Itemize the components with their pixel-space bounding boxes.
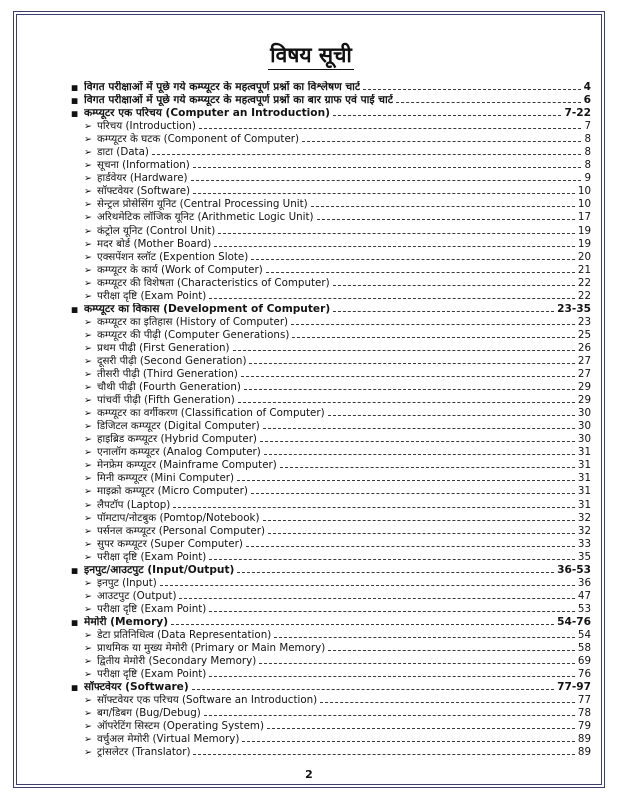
toc-entry-page-number: 78 bbox=[577, 707, 591, 720]
toc-entry bbox=[71, 303, 591, 316]
toc-entry-page-number: 8 bbox=[584, 159, 591, 172]
arrow-bullet-icon: ➢ bbox=[84, 342, 92, 354]
dotted-leader bbox=[171, 617, 554, 625]
arrow-bullet-icon: ➢ bbox=[84, 329, 92, 341]
toc-entry-label: परीक्षा दृष्टि (Exam Point) bbox=[97, 550, 207, 563]
dotted-leader bbox=[192, 683, 554, 691]
dotted-leader bbox=[396, 95, 581, 103]
toc-entry-page-number: 89 bbox=[577, 746, 591, 759]
toc-entry-page-number: 30 bbox=[577, 433, 591, 446]
toc-entry-page-number: 31 bbox=[577, 459, 591, 472]
dotted-leader bbox=[214, 239, 575, 246]
toc-entry-label: माइक्रो कम्प्यूटर (Micro Computer) bbox=[97, 485, 248, 498]
toc-entry bbox=[71, 368, 591, 381]
dotted-leader bbox=[193, 748, 574, 755]
arrow-bullet-icon: ➢ bbox=[84, 408, 92, 420]
toc-entry bbox=[71, 316, 591, 329]
arrow-bullet-icon: ➢ bbox=[84, 551, 92, 563]
toc-entry-label: तीसरी पीढ़ी (Third Generation) bbox=[97, 368, 238, 381]
dotted-leader bbox=[266, 265, 575, 272]
toc-entry bbox=[71, 381, 591, 394]
dotted-leader bbox=[249, 357, 574, 364]
toc-entry bbox=[71, 433, 591, 446]
toc-entry-label: अरिथमेटिक लॉजिक यूनिट (Arithmetic Logic Unit) bbox=[97, 211, 314, 224]
toc-entry-page-number: 8 bbox=[584, 133, 591, 146]
toc-entry-label: परीक्षा दृष्टि (Exam Point) bbox=[97, 668, 207, 681]
toc-entry bbox=[71, 629, 591, 642]
arrow-bullet-icon: ➢ bbox=[84, 460, 92, 472]
toc-entry-label: पर्सनल कम्प्यूटर (Personal Computer) bbox=[97, 524, 265, 537]
dotted-leader bbox=[160, 578, 575, 585]
toc-entry-label: विगत परीक्षाओं में पूछे गये कम्प्यूटर के महत्वपूर्ण प्रश्नों का बार ग्राफ एवं पाई चार्ट bbox=[84, 94, 394, 107]
toc-entry-label: पांचवीं पीढ़ी (Fifth Generation) bbox=[97, 394, 235, 407]
toc-entry-page-number: 23-35 bbox=[557, 302, 591, 315]
toc-entry-page-number: 29 bbox=[577, 394, 591, 407]
toc-entry-page-number: 89 bbox=[577, 733, 591, 746]
dotted-leader bbox=[193, 161, 582, 168]
toc-entry bbox=[71, 355, 591, 368]
toc-entry bbox=[71, 446, 591, 459]
toc-entry-label: डिजिटल कम्प्यूटर (Digital Computer) bbox=[97, 420, 260, 433]
toc-entry-label: कम्प्यूटर के कार्य (Work of Computer) bbox=[97, 263, 263, 276]
toc-entry bbox=[71, 211, 591, 224]
toc-entry-label: द्वितीय मेमोरी (Secondary Memory) bbox=[97, 655, 257, 668]
dotted-leader bbox=[292, 331, 575, 338]
toc-entry bbox=[71, 746, 591, 759]
toc-entry-label: मेमोरी (Memory) bbox=[84, 615, 169, 628]
toc-entry bbox=[71, 185, 591, 198]
toc-entry bbox=[71, 577, 591, 590]
dotted-leader bbox=[333, 109, 562, 117]
arrow-bullet-icon: ➢ bbox=[84, 251, 92, 263]
toc-entry-page-number: 76 bbox=[577, 668, 591, 681]
dotted-leader bbox=[268, 526, 575, 533]
toc-entry-label: एनालॉग कम्प्यूटर (Analog Computer) bbox=[97, 446, 261, 459]
toc-entry bbox=[71, 394, 591, 407]
dotted-leader bbox=[259, 657, 575, 664]
dotted-leader bbox=[260, 435, 575, 442]
toc-entry bbox=[71, 681, 591, 694]
toc-entry-label: कम्प्यूटर एक परिचय (Computer an Introduction) bbox=[84, 107, 330, 120]
dotted-leader bbox=[246, 539, 575, 546]
dotted-leader bbox=[302, 135, 581, 142]
toc-entry bbox=[71, 329, 591, 342]
arrow-bullet-icon: ➢ bbox=[84, 734, 92, 746]
dotted-leader bbox=[237, 474, 575, 481]
toc-entry-page-number: 19 bbox=[577, 224, 591, 237]
arrow-bullet-icon: ➢ bbox=[84, 708, 92, 720]
toc-entry-page-number: 17 bbox=[577, 211, 591, 224]
toc-entry-label: कम्प्यूटर के घटक (Component of Computer) bbox=[97, 133, 300, 146]
dotted-leader bbox=[317, 213, 575, 220]
page-title-text: विषय सूची bbox=[268, 43, 354, 70]
toc-entry-label: प्रथम पीढ़ी (First Generation) bbox=[97, 341, 230, 354]
toc-entry-label: परीक्षा दृष्टि (Exam Point) bbox=[97, 289, 207, 302]
toc-entry-label: मदर बोर्ड (Mother Board) bbox=[97, 237, 212, 250]
toc-entry bbox=[71, 707, 591, 720]
arrow-bullet-icon: ➢ bbox=[84, 747, 92, 759]
page-title bbox=[29, 41, 593, 69]
toc-entry-label: लैपटॉप (Laptop) bbox=[97, 498, 171, 511]
arrow-bullet-icon: ➢ bbox=[84, 382, 92, 394]
arrow-bullet-icon: ➢ bbox=[84, 316, 92, 328]
arrow-bullet-icon: ➢ bbox=[84, 199, 92, 211]
toc-entry-page-number: 7-22 bbox=[564, 107, 591, 120]
arrow-bullet-icon: ➢ bbox=[84, 577, 92, 589]
dotted-leader bbox=[320, 696, 575, 703]
toc-entry-page-number: 31 bbox=[577, 498, 591, 511]
arrow-bullet-icon: ➢ bbox=[84, 290, 92, 302]
dotted-leader bbox=[311, 200, 575, 207]
toc-entry-page-number: 10 bbox=[577, 185, 591, 198]
toc-entry-label: चौथी पीढ़ी (Fourth Generation) bbox=[97, 381, 241, 394]
toc-entry-label: इनपुट (Input) bbox=[97, 576, 157, 589]
toc-entry-page-number: 6 bbox=[583, 94, 591, 107]
toc-entry-label: सॉफ्टवेयर (Software) bbox=[97, 185, 191, 198]
dotted-leader bbox=[209, 670, 575, 677]
toc-entry-page-number: 69 bbox=[577, 655, 591, 668]
dotted-leader bbox=[218, 226, 575, 233]
dotted-leader bbox=[251, 487, 575, 494]
toc-entry-page-number: 54 bbox=[577, 628, 591, 641]
dotted-leader bbox=[241, 370, 575, 377]
arrow-bullet-icon: ➢ bbox=[84, 277, 92, 289]
toc-entry bbox=[71, 733, 591, 746]
toc-entry-page-number: 10 bbox=[577, 198, 591, 211]
toc-entry bbox=[71, 133, 591, 146]
dotted-leader bbox=[193, 187, 575, 194]
toc-entry bbox=[71, 198, 591, 211]
toc-entry-label: सॉफ्टवेयर (Software) bbox=[84, 681, 189, 694]
dotted-leader bbox=[263, 513, 575, 520]
toc-entry bbox=[71, 420, 591, 433]
toc-entry-label: कम्प्यूटर का वर्गीकरण (Classification of Computer) bbox=[97, 407, 325, 420]
toc-entry-page-number: 77 bbox=[577, 694, 591, 707]
dotted-leader bbox=[244, 383, 575, 390]
toc-entry bbox=[71, 590, 591, 603]
dotted-leader bbox=[251, 252, 575, 259]
toc-entry-label: बग/डिबग (Bug/Debug) bbox=[97, 707, 201, 720]
toc-entry bbox=[71, 485, 591, 498]
toc-entry-label: डाटा (Data) bbox=[97, 146, 149, 159]
arrow-bullet-icon: ➢ bbox=[84, 538, 92, 550]
toc-entry-label: विगत परीक्षाओं में पूछे गये कम्प्यूटर के महत्वपूर्ण प्रश्नों का विश्लेषण चार्ट bbox=[84, 81, 361, 93]
toc-entry-page-number: 4 bbox=[583, 81, 591, 93]
toc-entry bbox=[71, 407, 591, 420]
arrow-bullet-icon: ➢ bbox=[84, 355, 92, 367]
toc-entry-page-number: 23 bbox=[577, 315, 591, 328]
arrow-bullet-icon: ➢ bbox=[84, 186, 92, 198]
toc-entry bbox=[71, 290, 591, 303]
dotted-leader bbox=[209, 605, 575, 612]
toc-entry-page-number: 77-97 bbox=[557, 681, 591, 694]
toc-entry-label: पॉमटाप/नोटबुक (Pomtop/Notebook) bbox=[97, 511, 260, 524]
toc-entry bbox=[71, 499, 591, 512]
dotted-leader bbox=[267, 722, 575, 729]
arrow-bullet-icon: ➢ bbox=[84, 669, 92, 681]
square-bullet-icon: ■ bbox=[71, 617, 79, 627]
toc-entry-page-number: 19 bbox=[577, 237, 591, 250]
arrow-bullet-icon: ➢ bbox=[84, 603, 92, 615]
toc-entry-page-number: 33 bbox=[577, 537, 591, 550]
arrow-bullet-icon: ➢ bbox=[84, 225, 92, 237]
toc-entry bbox=[71, 472, 591, 485]
toc-entry bbox=[71, 107, 591, 120]
toc-entry-label: कम्प्यूटर की विशेषता (Characteristics of Computer) bbox=[97, 276, 330, 289]
toc-entry-page-number: 9 bbox=[584, 172, 591, 185]
toc-entry bbox=[71, 459, 591, 472]
footer-page-number: 2 bbox=[305, 768, 313, 781]
dotted-leader bbox=[237, 565, 554, 573]
toc-entry-page-number: 30 bbox=[577, 420, 591, 433]
dotted-leader bbox=[274, 631, 575, 638]
square-bullet-icon: ■ bbox=[71, 109, 79, 119]
toc-entry-page-number: 36 bbox=[577, 576, 591, 589]
arrow-bullet-icon: ➢ bbox=[84, 695, 92, 707]
toc-entry-page-number: 27 bbox=[577, 354, 591, 367]
toc-entry-page-number: 20 bbox=[577, 250, 591, 263]
toc-entry bbox=[71, 146, 591, 159]
toc-entry bbox=[71, 225, 591, 238]
toc-entry-page-number: 27 bbox=[577, 368, 591, 381]
toc-entry bbox=[71, 668, 591, 681]
toc-entry bbox=[71, 120, 591, 133]
toc-entry-page-number: 7 bbox=[584, 120, 591, 133]
toc-entry-label: दूसरी पीढ़ी (Second Generation) bbox=[97, 354, 247, 367]
toc-entry-page-number: 47 bbox=[577, 589, 591, 602]
toc-entry-label: ऑपरेटिंग सिस्टम (Operating System) bbox=[97, 720, 264, 733]
arrow-bullet-icon: ➢ bbox=[84, 238, 92, 250]
toc-entry-label: परिचय (Introduction) bbox=[97, 120, 196, 133]
toc-entry bbox=[71, 277, 591, 290]
toc-entry bbox=[71, 616, 591, 629]
arrow-bullet-icon: ➢ bbox=[84, 656, 92, 668]
toc-entry-label: कम्प्यूटर का विकास (Development of Computer) bbox=[84, 302, 331, 315]
dotted-leader bbox=[204, 709, 575, 716]
toc-entry-page-number: 79 bbox=[577, 720, 591, 733]
dotted-leader bbox=[280, 461, 575, 468]
toc-entry-label: मिनी कम्प्यूटर (Mini Computer) bbox=[97, 472, 235, 485]
toc-entry-page-number: 26 bbox=[577, 341, 591, 354]
arrow-bullet-icon: ➢ bbox=[84, 629, 92, 641]
dotted-leader bbox=[333, 304, 554, 312]
arrow-bullet-icon: ➢ bbox=[84, 134, 92, 146]
square-bullet-icon: ■ bbox=[71, 683, 79, 693]
dotted-leader bbox=[291, 317, 575, 324]
toc-entry-label: इनपुट/आउटपुट (Input/Output) bbox=[84, 563, 235, 576]
square-bullet-icon: ■ bbox=[71, 96, 79, 106]
toc-entry-label: आउटपुट (Output) bbox=[97, 589, 177, 602]
dotted-leader bbox=[363, 82, 580, 90]
toc-entry-label: डेटा प्रतिनिधित्व (Data Representation) bbox=[97, 628, 272, 641]
toc-entry-label: कम्प्यूटर की पीढ़ी (Computer Generations) bbox=[97, 328, 290, 341]
dotted-leader bbox=[152, 148, 582, 155]
arrow-bullet-icon: ➢ bbox=[84, 447, 92, 459]
toc-entry-page-number: 22 bbox=[577, 276, 591, 289]
toc-entry-page-number: 32 bbox=[577, 511, 591, 524]
arrow-bullet-icon: ➢ bbox=[84, 147, 92, 159]
dotted-leader bbox=[199, 122, 582, 129]
toc-entry-label: सॉफ्टवेयर एक परिचय (Software an Introduction) bbox=[97, 694, 318, 707]
toc-entry-page-number: 35 bbox=[577, 550, 591, 563]
toc-entry bbox=[71, 342, 591, 355]
toc-entry bbox=[71, 642, 591, 655]
toc-entry bbox=[71, 564, 591, 577]
toc-entry-label: सूचना (Information) bbox=[97, 159, 190, 172]
square-bullet-icon: ■ bbox=[71, 304, 79, 314]
dotted-leader bbox=[173, 500, 575, 507]
arrow-bullet-icon: ➢ bbox=[84, 473, 92, 485]
toc-entry bbox=[71, 172, 591, 185]
toc-entry bbox=[71, 538, 591, 551]
toc-entry bbox=[71, 159, 591, 172]
toc-entry bbox=[71, 525, 591, 538]
dotted-leader bbox=[328, 644, 575, 651]
toc-entry-page-number: 31 bbox=[577, 472, 591, 485]
toc-entry-label: एक्सपेंशन स्लॉट (Expention Slote) bbox=[97, 250, 249, 263]
toc-entry bbox=[71, 720, 591, 733]
toc-entry-label: हार्डवेयर (Hardware) bbox=[97, 172, 188, 185]
arrow-bullet-icon: ➢ bbox=[84, 499, 92, 511]
toc-entry-label: प्राथमिक या मुख्य मेमोरी (Primary or Main Memory) bbox=[97, 642, 326, 655]
arrow-bullet-icon: ➢ bbox=[84, 721, 92, 733]
toc-entry-label: ट्रांसलेटर (Translator) bbox=[97, 746, 191, 759]
page-content bbox=[17, 15, 601, 767]
arrow-bullet-icon: ➢ bbox=[84, 421, 92, 433]
toc-entry-page-number: 31 bbox=[577, 485, 591, 498]
arrow-bullet-icon: ➢ bbox=[84, 643, 92, 655]
dotted-leader bbox=[209, 552, 575, 559]
toc-entry-label: परीक्षा दृष्टि (Exam Point) bbox=[97, 602, 207, 615]
dotted-leader bbox=[242, 735, 575, 742]
arrow-bullet-icon: ➢ bbox=[84, 173, 92, 185]
dotted-leader bbox=[333, 278, 575, 285]
toc-entry-page-number: 31 bbox=[577, 446, 591, 459]
toc-entry-page-number: 32 bbox=[577, 524, 591, 537]
arrow-bullet-icon: ➢ bbox=[84, 512, 92, 524]
toc-entry bbox=[71, 81, 591, 94]
dotted-leader bbox=[238, 396, 575, 403]
page-border-outer bbox=[13, 11, 605, 788]
toc-entry-label: मेनफ्रेम कम्प्यूटर (Mainframe Computer) bbox=[97, 459, 277, 472]
toc-entry bbox=[71, 694, 591, 707]
arrow-bullet-icon: ➢ bbox=[84, 590, 92, 602]
toc-entry-label: वर्चुअल मेमोरी (Virtual Memory) bbox=[97, 733, 240, 746]
page-border-inner bbox=[16, 14, 602, 785]
toc-entry-page-number: 54-76 bbox=[557, 615, 591, 628]
toc-entry-page-number: 36-53 bbox=[557, 563, 591, 576]
toc-entry bbox=[71, 655, 591, 668]
toc-list bbox=[29, 81, 593, 763]
dotted-leader bbox=[233, 344, 575, 351]
dotted-leader bbox=[179, 591, 574, 598]
dotted-leader bbox=[209, 291, 575, 298]
square-bullet-icon: ■ bbox=[71, 565, 79, 575]
dotted-leader bbox=[328, 409, 575, 416]
toc-entry-label: सुपर कम्प्यूटर (Super Computer) bbox=[97, 537, 243, 550]
toc-entry-label: कंट्रोल यूनिट (Control Unit) bbox=[97, 224, 216, 237]
toc-entry-label: कम्प्यूटर का इतिहास (History of Computer) bbox=[97, 315, 289, 328]
toc-entry-page-number: 29 bbox=[577, 381, 591, 394]
toc-entry bbox=[71, 551, 591, 564]
toc-entry-page-number: 25 bbox=[577, 328, 591, 341]
arrow-bullet-icon: ➢ bbox=[84, 395, 92, 407]
toc-entry bbox=[71, 264, 591, 277]
toc-entry-page-number: 58 bbox=[577, 642, 591, 655]
toc-entry bbox=[71, 512, 591, 525]
toc-entry-page-number: 30 bbox=[577, 407, 591, 420]
toc-entry-page-number: 21 bbox=[577, 263, 591, 276]
arrow-bullet-icon: ➢ bbox=[84, 212, 92, 224]
arrow-bullet-icon: ➢ bbox=[84, 525, 92, 537]
toc-entry bbox=[71, 603, 591, 616]
toc-entry-page-number: 22 bbox=[577, 289, 591, 302]
toc-entry-page-number: 8 bbox=[584, 146, 591, 159]
toc-entry-page-number: 53 bbox=[577, 602, 591, 615]
dotted-leader bbox=[264, 448, 575, 455]
toc-entry bbox=[71, 251, 591, 264]
arrow-bullet-icon: ➢ bbox=[84, 369, 92, 381]
toc-entry bbox=[71, 94, 591, 107]
arrow-bullet-icon: ➢ bbox=[84, 486, 92, 498]
arrow-bullet-icon: ➢ bbox=[84, 264, 92, 276]
arrow-bullet-icon: ➢ bbox=[84, 434, 92, 446]
dotted-leader bbox=[263, 422, 575, 429]
toc-entry bbox=[71, 238, 591, 251]
arrow-bullet-icon: ➢ bbox=[84, 160, 92, 172]
toc-entry-label: हाइब्रिड कम्प्यूटर (Hybrid Computer) bbox=[97, 433, 257, 446]
arrow-bullet-icon: ➢ bbox=[84, 121, 92, 133]
toc-entry-label: सेन्ट्रल प्रोसेसिंग यूनिट (Central Processing Unit) bbox=[97, 198, 308, 211]
dotted-leader bbox=[191, 174, 582, 181]
square-bullet-icon: ■ bbox=[71, 83, 79, 92]
